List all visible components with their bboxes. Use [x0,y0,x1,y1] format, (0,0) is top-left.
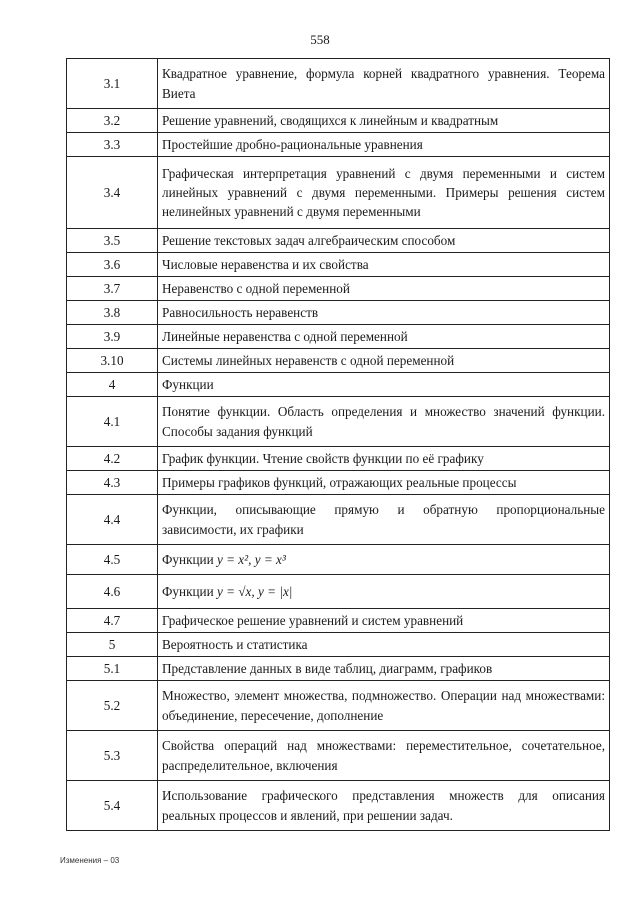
table-row [67,681,610,731]
section-topic [158,545,610,575]
section-topic: Понятие функции. Область определения и множество значений функции. Способы задания функций [158,397,610,447]
table-row [67,325,610,349]
section-number: 3.9 [67,325,158,349]
section-number: 5.1 [67,657,158,681]
section-number: 3.5 [67,229,158,253]
section-number: 4.4 [67,495,158,545]
table-row [67,609,610,633]
table-row [67,157,610,229]
section-topic: Вероятность и статистика [158,633,610,657]
section-topic: Функции [158,373,610,397]
section-number: 5.3 [67,731,158,781]
section-topic: Использование графического представления множеств для описания реальных процессов и явлений, при решении задач. [158,781,610,831]
section-topic: Множество, элемент множества, подмножество. Операции над множествами: объединение, пересечение, дополнение [158,681,610,731]
table-row [67,731,610,781]
table-row [67,495,610,545]
revision-footer: Изменения – 03 [60,856,120,865]
section-topic: Представление данных в виде таблиц, диаграмм, графиков [158,657,610,681]
section-topic: Равносильность неравенств [158,301,610,325]
section-topic [158,575,610,609]
table-row [67,781,610,831]
table-row [67,471,610,495]
section-number: 4.5 [67,545,158,575]
table-row [67,397,610,447]
section-number: 5 [67,633,158,657]
section-number: 3.2 [67,109,158,133]
section-topic: График функции. Чтение свойств функции по её графику [158,447,610,471]
section-topic: Простейшие дробно-рациональные уравнения [158,133,610,157]
table-row [67,545,610,575]
section-topic: Линейные неравенства с одной переменной [158,325,610,349]
table-row [67,229,610,253]
section-number: 5.4 [67,781,158,831]
section-number: 4.7 [67,609,158,633]
section-topic: Решение уравнений, сводящихся к линейным и квадратным [158,109,610,133]
table-row [67,301,610,325]
topic-text: Функции [162,551,214,567]
section-topic: Неравенство с одной переменной [158,277,610,301]
table-row [67,59,610,109]
section-number: 3.1 [67,59,158,109]
table-row [67,447,610,471]
table-row [67,349,610,373]
table-row [67,133,610,157]
section-topic: Системы линейных неравенств с одной переменной [158,349,610,373]
formula: y = x², y = x³ [216,551,286,567]
section-topic: Функции, описывающие прямую и обратную пропорциональные зависимости, их графики [158,495,610,545]
section-topic: Примеры графиков функций, отражающих реальные процессы [158,471,610,495]
table-row [67,575,610,609]
section-number: 4.2 [67,447,158,471]
section-number: 3.4 [67,157,158,229]
section-number: 3.10 [67,349,158,373]
section-topic: Свойства операций над множествами: переместительное, сочетательное, распределительное, включения [158,731,610,781]
section-topic: Графическое решение уравнений и систем уравнений [158,609,610,633]
section-number: 4.6 [67,575,158,609]
topic-text: Функции [162,583,214,599]
formula: y = √x, y = |x| [216,583,293,599]
table-row [67,657,610,681]
section-topic: Квадратное уравнение, формула корней квадратного уравнения. Теорема Виета [158,59,610,109]
section-number: 4.3 [67,471,158,495]
section-number: 4 [67,373,158,397]
section-number: 3.7 [67,277,158,301]
table-row [67,277,610,301]
table-row [67,253,610,277]
table-row [67,373,610,397]
section-number: 3.8 [67,301,158,325]
section-number: 3.3 [67,133,158,157]
table-row [67,109,610,133]
section-topic: Графическая интерпретация уравнений с двумя переменными и систем линейных уравнений с двумя переменными. Примеры решения систем нелинейных уравнений с двумя переменными [158,157,610,229]
section-number: 5.2 [67,681,158,731]
curriculum-table [66,58,610,831]
section-number: 4.1 [67,397,158,447]
section-topic: Решение текстовых задач алгебраическим способом [158,229,610,253]
page-number: 558 [310,32,330,47]
table-row [67,633,610,657]
section-topic: Числовые неравенства и их свойства [158,253,610,277]
section-number: 3.6 [67,253,158,277]
